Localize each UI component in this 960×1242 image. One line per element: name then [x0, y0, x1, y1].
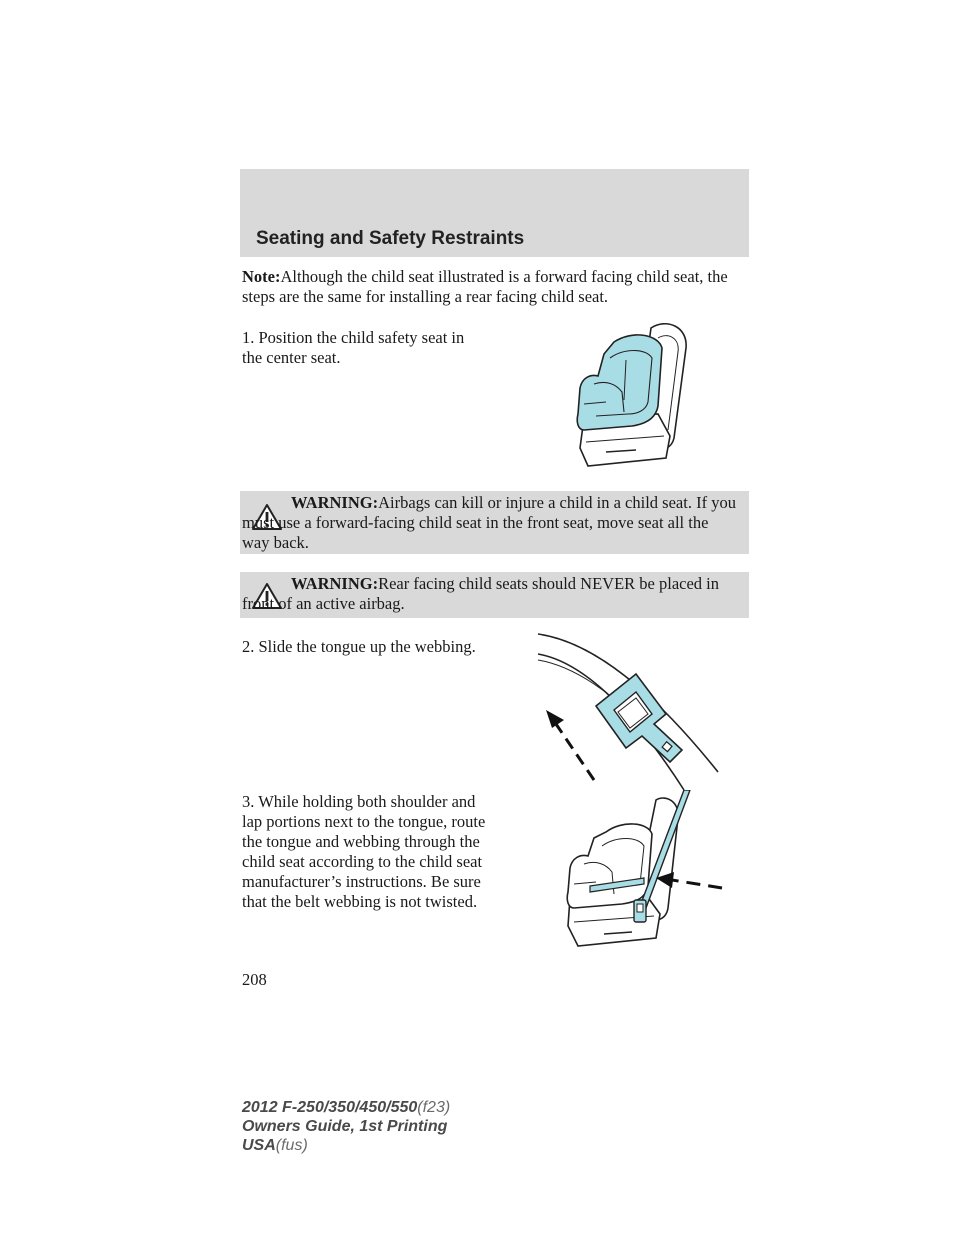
note-paragraph: [242, 267, 752, 307]
footer-model-code: (f23): [417, 1099, 451, 1116]
note-text: Although the child seat illustrated is a forward facing child seat, the steps are the same for installing a rear facing child seat.: [242, 267, 728, 306]
warning-1-text: [242, 493, 737, 553]
warning-box-2: [240, 572, 749, 618]
page-number: 208: [242, 970, 267, 989]
note-label: Note:: [242, 267, 281, 286]
warning-2-label: WARNING:: [291, 574, 379, 593]
warning-2-body: Rear facing child seats should NEVER be placed in front of an active airbag.: [242, 574, 719, 613]
footer-model: 2012 F-250/350/450/550: [242, 1099, 418, 1116]
warning-2-text: [242, 574, 737, 614]
warning-1-body: Airbags can kill or injure a child in a child seat. If you must use a forward-facing child seat in the front seat, move seat all the way back.: [242, 493, 736, 552]
child-seat-illustration: [566, 318, 696, 470]
footer-line-2: Owners Guide, 1st Printing: [242, 1118, 448, 1135]
warning-box-1: [240, 491, 749, 554]
step-2-text: 2. Slide the tongue up the webbing.: [242, 637, 476, 656]
section-title: Seating and Safety Restraints: [256, 228, 525, 249]
footer-line-3: [242, 1136, 450, 1155]
print-footer: [242, 1098, 450, 1155]
footer-market: USA: [242, 1137, 276, 1154]
footer-line-1: [242, 1098, 450, 1117]
belt-routing-illustration: [560, 790, 730, 950]
warning-1-label: WARNING:: [291, 493, 379, 512]
step-3-text: 3. While holding both shoulder and lap portions next to the tongue, route the tongue and webbing through the child seat according to the child seat manufacturer’s instructions. Be sure that the belt webbing is not twisted.: [242, 792, 486, 911]
step-1-text: 1. Position the child safety seat in the center seat.: [242, 328, 465, 367]
belt-tongue-illustration: [534, 632, 722, 792]
footer-market-code: (fus): [275, 1137, 308, 1154]
